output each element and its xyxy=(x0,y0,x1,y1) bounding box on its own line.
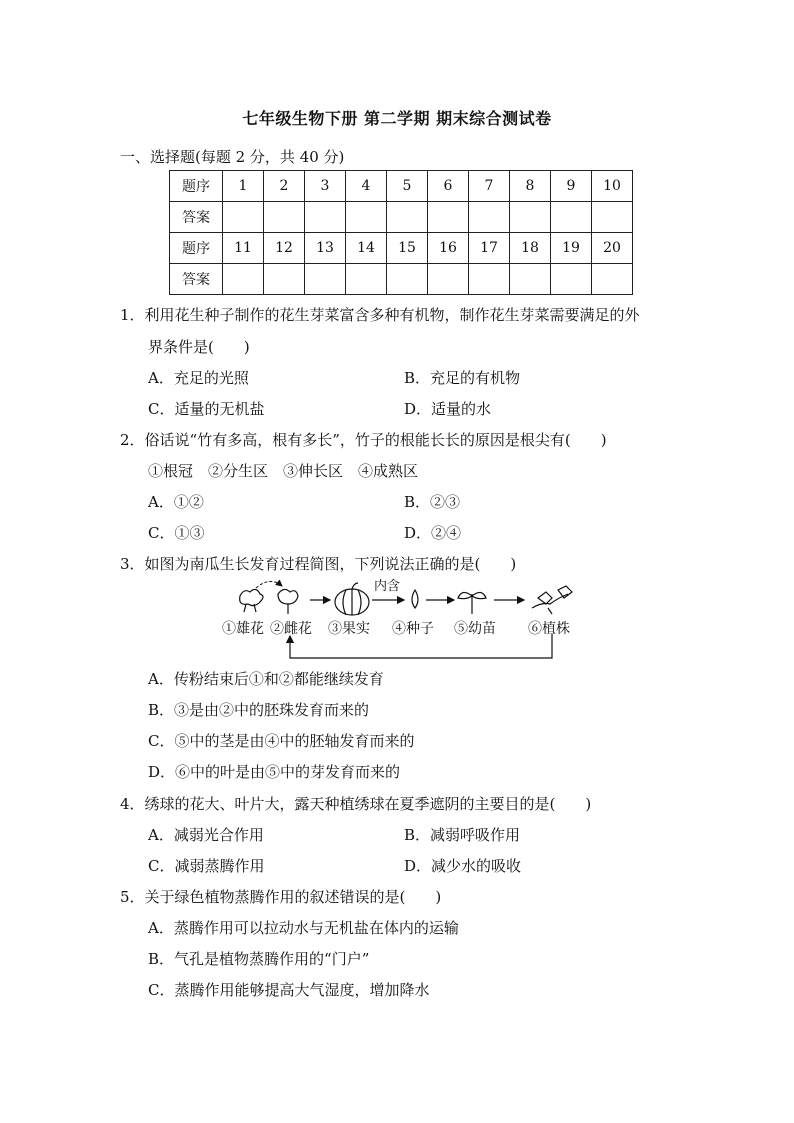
answer-cell[interactable] xyxy=(346,202,387,233)
answer-cell[interactable] xyxy=(592,202,633,233)
question-2-option-d: D．②④ xyxy=(404,524,462,542)
answer-cell[interactable] xyxy=(592,264,633,295)
table-cell: 12 xyxy=(264,233,305,264)
answer-cell[interactable] xyxy=(305,264,346,295)
answer-cell[interactable] xyxy=(469,264,510,295)
table-cell: 17 xyxy=(469,233,510,264)
question-1-option-d: D．适量的水 xyxy=(404,400,492,418)
answer-cell[interactable] xyxy=(223,264,264,295)
answer-cell[interactable] xyxy=(305,202,346,233)
answer-table xyxy=(169,170,633,295)
diagram-label-fruit: ③果实 xyxy=(328,621,370,637)
question-1-option-b: B．充足的有机物 xyxy=(404,369,521,387)
question-4-option-b: B．减弱呼吸作用 xyxy=(404,826,521,844)
question-4-stem: 4．绣球的花大、叶片大，露天种植绣球在夏季遮阴的主要目的是( ) xyxy=(120,795,592,813)
table-cell: 15 xyxy=(387,233,428,264)
table-cell: 7 xyxy=(469,171,510,202)
table-cell: 5 xyxy=(387,171,428,202)
table-cell: 14 xyxy=(346,233,387,264)
answer-cell[interactable] xyxy=(469,202,510,233)
diagram-label-seed: ④种子 xyxy=(392,621,434,637)
question-2-option-b: B．②③ xyxy=(404,493,461,511)
answer-cell[interactable] xyxy=(387,264,428,295)
question-3-option-a: A．传粉结束后①和②都能继续发育 xyxy=(148,670,384,688)
table-row xyxy=(170,202,633,233)
row-label: 题序 xyxy=(170,171,223,202)
diagram-label-male-flower: ①雄花 xyxy=(222,621,264,637)
question-4-option-a: A．减弱光合作用 xyxy=(148,826,264,844)
answer-cell[interactable] xyxy=(428,202,469,233)
table-cell: 11 xyxy=(223,233,264,264)
table-row xyxy=(170,171,633,202)
question-5-option-b: B．气孔是植物蒸腾作用的“门户” xyxy=(148,950,370,968)
table-row xyxy=(170,264,633,295)
diagram-label-seedling: ⑤幼苗 xyxy=(454,621,496,637)
page-title: 七年级生物下册 第二学期 期末综合测试卷 xyxy=(242,109,552,128)
answer-cell[interactable] xyxy=(551,202,592,233)
answer-cell[interactable] xyxy=(264,264,305,295)
section-heading: 一、选择题(每题 2 分，共 40 分) xyxy=(120,148,345,166)
question-2-stem: 2．俗话说“竹有多高，根有多长”，竹子的根能长长的原因是根尖有( ) xyxy=(120,431,607,449)
table-cell: 10 xyxy=(592,171,633,202)
question-1-stem: 1．利用花生种子制作的花生芽菜富含多种有机物，制作花生芽菜需要满足的外 xyxy=(120,306,640,324)
answer-cell[interactable] xyxy=(346,264,387,295)
seed-icon xyxy=(412,590,418,608)
table-cell: 3 xyxy=(305,171,346,202)
answer-cell[interactable] xyxy=(387,202,428,233)
pumpkin-fruit-icon xyxy=(335,583,369,615)
row-label: 题序 xyxy=(170,233,223,264)
question-5-stem: 5．关于绿色植物蒸腾作用的叙述错误的是( ) xyxy=(120,888,442,906)
table-cell: 13 xyxy=(305,233,346,264)
question-5-option-a: A．蒸腾作用可以拉动水与无机盐在体内的运输 xyxy=(148,919,459,937)
table-cell: 19 xyxy=(551,233,592,264)
row-label: 答案 xyxy=(170,202,223,233)
answer-cell[interactable] xyxy=(223,202,264,233)
table-cell: 6 xyxy=(428,171,469,202)
diagram-label-plant: ⑥植株 xyxy=(528,621,570,637)
question-3-option-b: B．③是由②中的胚珠发育而来的 xyxy=(148,701,370,719)
seedling-icon xyxy=(458,592,486,614)
female-flower-icon xyxy=(278,589,298,614)
answer-cell[interactable] xyxy=(264,202,305,233)
answer-cell[interactable] xyxy=(428,264,469,295)
question-1-stem-cont: 界条件是( ) xyxy=(148,338,250,356)
question-1-option-c: C．适量的无机盐 xyxy=(148,400,265,418)
answer-cell[interactable] xyxy=(510,202,551,233)
answer-cell[interactable] xyxy=(510,264,551,295)
table-cell: 8 xyxy=(510,171,551,202)
question-3-stem: 3．如图为南瓜生长发育过程简图，下列说法正确的是( ) xyxy=(120,555,517,573)
plant-icon xyxy=(532,586,572,614)
table-cell: 2 xyxy=(264,171,305,202)
arrow-label: 内含 xyxy=(374,579,401,594)
question-4-option-d: D．减少水的吸收 xyxy=(404,857,522,875)
question-5-option-c: C．蒸腾作用能够提高大气湿度，增加降水 xyxy=(148,981,430,999)
question-3-option-d: D．⑥中的叶是由⑤中的芽发育而来的 xyxy=(148,763,401,781)
answer-cell[interactable] xyxy=(551,264,592,295)
question-2-option-c: C．①③ xyxy=(148,524,205,542)
question-2-items: ①根冠 ②分生区 ③伸长区 ④成熟区 xyxy=(148,462,419,480)
question-1-option-a: A．充足的光照 xyxy=(148,369,249,387)
question-3-option-c: C．⑤中的茎是由④中的胚轴发育而来的 xyxy=(148,732,415,750)
table-row xyxy=(170,233,633,264)
table-cell: 18 xyxy=(510,233,551,264)
question-2-option-a: A．①② xyxy=(148,493,204,511)
row-label: 答案 xyxy=(170,264,223,295)
table-cell: 9 xyxy=(551,171,592,202)
table-cell: 16 xyxy=(428,233,469,264)
table-cell: 4 xyxy=(346,171,387,202)
diagram-label-female-flower: ②雌花 xyxy=(270,621,312,637)
male-flower-icon xyxy=(240,589,263,612)
table-cell: 20 xyxy=(592,233,633,264)
table-cell: 1 xyxy=(223,171,264,202)
question-4-option-c: C．减弱蒸腾作用 xyxy=(148,857,265,875)
